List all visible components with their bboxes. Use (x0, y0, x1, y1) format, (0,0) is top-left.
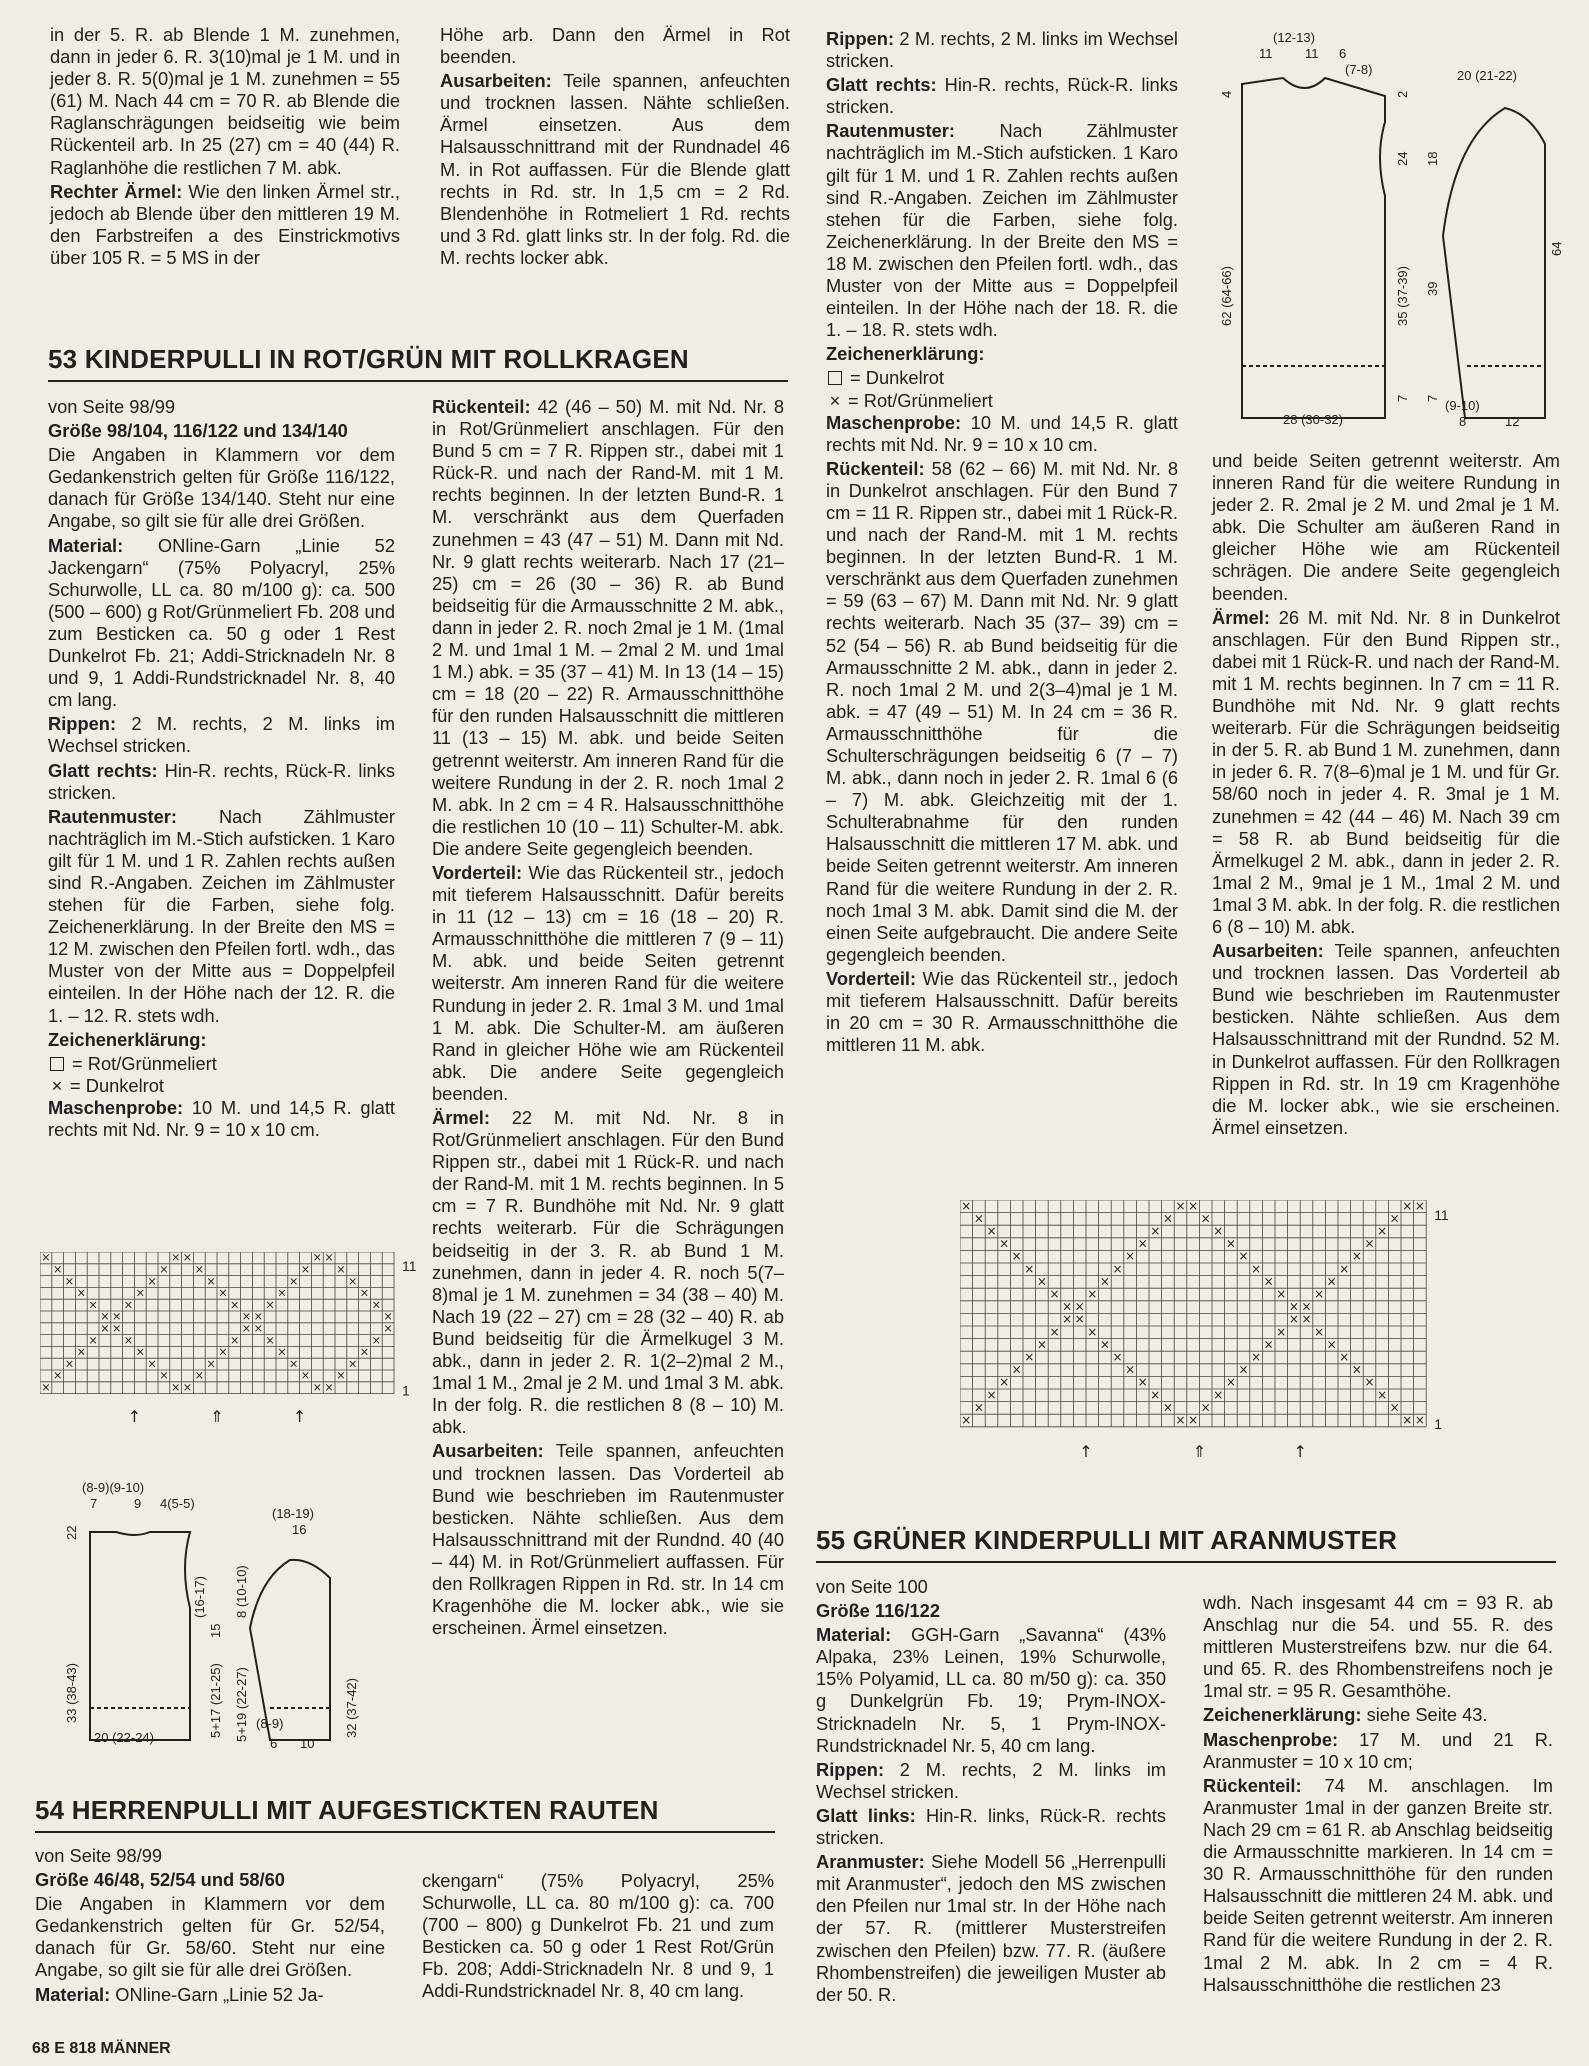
cross-symbol-icon: × (1314, 1324, 1325, 1339)
text-paragraph: Zeichenerklärung: (826, 343, 985, 365)
cross-symbol-icon: × (147, 1357, 157, 1371)
cross-symbol-icon: × (371, 1298, 381, 1312)
text-paragraph: Maschenprobe: 17 M. und 21 R. Aranmuster = 10 x 10 cm; (1203, 1728, 1553, 1772)
text-paragraph: Rippen: 2 M. rechts, 2 M. links im Wechsel stricken. (48, 713, 395, 757)
text-paragraph: Rippen: 2 M. rechts, 2 M. links im Wechsel stricken. (816, 1758, 1166, 1802)
section-54-column-2 (422, 1870, 774, 2005)
cross-symbol-icon: × (1112, 1261, 1123, 1276)
text-paragraph: Rückenteil: 74 M. anschlagen. Im Aranmuster 1mal in der ganzen Breite str. Nach 29 cm = 61 R. ab Anschlag beidseitig die Armausschnitte markieren. In 14 cm = 30 R. Armausschnitthöhe für den runden Halsausschnitt die mittleren 24 M. abk. und beide Seiten getrennt weiterstr. Am inneren Rand für die weitere Rundung in der 2. R. 1mal 2 M. abk. In 2 cm = 4 R. Halsausschnitthöhe die restlichen 23 (1203, 1774, 1553, 1995)
cross-symbol-icon: × (1263, 1337, 1274, 1352)
cross-symbol-icon: × (359, 1345, 370, 1359)
text-paragraph: Vorderteil: Wie das Rückenteil str., jedoch mit tieferem Halsausschnitt. Dafür bereits in 20 cm = 30 R. Armausschnitthöhe die mittleren 11 M. abk. (826, 967, 1178, 1056)
cross-symbol-icon: × (76, 1286, 86, 1300)
cross-symbol-icon: × (135, 1345, 145, 1359)
cross-symbol-icon: × (1389, 1400, 1400, 1415)
text-paragraph: Zeichenerklärung: siehe Seite 43. (1203, 1704, 1488, 1726)
text-paragraph: Material: ONline-Garn „Linie 52 Jackengarn“ (75% Polyacryl, 25% Schurwolle, LL ca. 80 m/100 g): ca. 500 (500 – 600) g Rot/Grünmeliert Fb. 208 und zum Besticken ca. 50 g oder 1 Rest Dunkelrot Fb. 21; Addi-Stricknadeln Nr. 8 und 9, 1 Addi-Rundstricknadel Nr. 8, 40 cm lang. (48, 534, 395, 711)
cross-symbol-icon: × (383, 1310, 393, 1324)
dim-label: 10 (300, 1736, 315, 1748)
cross-symbol-icon: × (277, 1286, 287, 1300)
dim-label: 2 (1395, 90, 1410, 98)
cross-symbol-icon: × (1339, 1350, 1350, 1365)
top-column-1 (50, 24, 400, 271)
top-column-2 (440, 24, 790, 271)
text-paragraph: Größe 98/104, 116/122 und 134/140 (48, 420, 348, 442)
cross-symbol-icon: × (371, 1333, 381, 1347)
cross-symbol-icon: × (1087, 1324, 1098, 1339)
cross-symbol-icon: × (206, 1357, 216, 1371)
cross-symbol-icon: × (999, 1375, 1010, 1390)
section-54-column-3 (826, 28, 1178, 1058)
text-paragraph: Material: ONline-Garn „Linie 52 Ja- (35, 1983, 324, 2005)
cross-symbol-icon: × (986, 1224, 997, 1239)
cross-symbol-icon: × (1125, 1362, 1136, 1377)
cross-symbol-icon: × (1150, 1387, 1161, 1402)
cross-symbol-icon: × (1263, 1274, 1274, 1289)
cross-symbol-icon: × (1377, 1224, 1388, 1239)
cross-symbol-icon: × (123, 1333, 134, 1347)
dim-label: (7-8) (1345, 62, 1373, 77)
cross-symbol-icon: × (1112, 1350, 1123, 1365)
text-paragraph: Ärmel: 22 M. mit Nd. Nr. 8 in Rot/Grünmeliert anschlagen. Für den Bund Rippen str., dabei mit 1 Rück-R. und nach der Rand-M. mit 1 M. rechts beginnen. In 5 cm = 7 R. Bundhöhe mit Nd. Nr. 9 glatt rechts weiterarb. Für die Schrägungen beidseitig in der 3. R. ab Bund 1 M. zunehmen, dann in jeder 4. R. noch 5(7–8)mal je 1 M. zunehmen = 34 (38 – 40) M. Nach 19 (22 – 27) cm = 28 (32 – 40) R. ab Bund beidseitig für die Ärmelkugel 3 M. abk., dann in jeder 2. R. 1(2–2)mal 2 M., 1mal 1 M., 2mal je 2 M. und 1mal 3 M. abk. In der folg. R. die restlichen 8 (8 – 10) M. abk. (432, 1107, 784, 1438)
text-paragraph: Rückenteil: 42 (46 – 50) M. mit Nd. Nr. 8 in Rot/Grünmeliert anschlagen. Für den Bund 5 cm = 7 R. Rippen str., dabei mit 1 Rück-R. und nach der Rand-M. mit 1 M. rechts beginnen. In der letzten Bund-R. 1 M. verschränkt aus dem Querfaden zunehmen = 43 (47 – 51) M. Dann mit Nd. Nr. 9 glatt rechts weiterarb. Nach 17 (21– 25) cm = 26 (30 – 36) R. ab Bund beidseitig für die Armausschnitte 2 M. abk., dann in jeder 2. R. noch 2mal je 1 M. (1mal 2 M. und 1mal 1 M. – 2mal 2 M. und 1mal 1 M.) abk. = 35 (37 – 41) M. In 13 (14 – 15) cm = 18 (20 – 22) R. Armausschnitthöhe für den runden Halsausschnitt die mittleren 11 (13 – 15) M. abk. und beide Seiten getrennt weiterstr. Am inneren Rand für die weitere Rundung in der 2. R. noch 1mal 2 M. abk. In 2 cm = 4 R. Halsausschnitthöhe die restlichen 10 (10 – 11) Schulter-M. abk. Die andere Seite gegengleich beenden. (432, 396, 784, 859)
cross-symbol-icon: × (88, 1298, 98, 1312)
text-paragraph: ckengarn“ (75% Polyacryl, 25% Schurwolle, LL ca. 80 m/100 g): ca. 700 (700 – 800) g Dunkelrot Fb. 21 und zum Besticken ca. 50 g oder 1 Rest Rot/Grün Fb. 208; Addi-Stricknadeln Nr. 8 und 9, 1 Addi-Rundstricknadel Nr. 8, 40 cm lang. (422, 1870, 774, 2002)
dim-label: 9 (134, 1496, 142, 1511)
cross-symbol-icon: × (1175, 1200, 1186, 1213)
cross-symbol-icon: × (123, 1298, 134, 1312)
square-symbol-icon (828, 371, 842, 385)
cross-symbol-icon: × (100, 1322, 110, 1336)
text-paragraph: Maschenprobe: 10 M. und 14,5 R. glatt rechts mit Nd. Nr. 9 = 10 x 10 cm. (826, 411, 1178, 455)
cross-symbol-icon: × (1225, 1375, 1236, 1390)
cross-symbol-icon: × (289, 1274, 299, 1288)
cross-symbol-icon: × (1200, 1211, 1211, 1226)
dim-label: 62 (64-66) (1219, 266, 1234, 326)
cross-symbol-icon: × (999, 1236, 1010, 1251)
double-arrow-icon: ⇑ (210, 1406, 224, 1426)
dim-label: 5+17 (21-25) (208, 1663, 223, 1738)
dim-label: 11 (1259, 46, 1273, 61)
dim-label: (12-13) (1273, 30, 1315, 45)
cross-symbol-icon: × (1137, 1236, 1148, 1251)
cross-symbol-icon: × (41, 1252, 51, 1265)
cross-symbol-icon: × (241, 1322, 252, 1336)
cross-symbol-icon: × (1364, 1236, 1375, 1251)
cross-symbol-icon: × (112, 1310, 122, 1324)
cross-symbol-icon: × (312, 1252, 322, 1265)
section-53-column-1 (48, 396, 395, 1143)
dim-label: 11 (1305, 46, 1319, 61)
cross-symbol-icon: × (1024, 1261, 1035, 1276)
cross-symbol-icon: × (1062, 1299, 1073, 1314)
dim-label: 64 (1549, 241, 1564, 256)
section-53-heading: 53 KINDERPULLI IN ROT/GRÜN MIT ROLLKRAGEN (48, 344, 689, 374)
text-paragraph: Ärmel: 26 M. mit Nd. Nr. 8 in Dunkelrot anschlagen. Für den Bund Rippen str., dabei mit 1 Rück-R. und nach der Rand-M. mit 1 M. rechts beginnen. In 7 cm = 11 R. Bundhöhe mit Nd. Nr. 9 glatt rechts weiterarb. Für die Schrägungen beidseitig in der 5. R. ab Bund 1 M. zunehmen, dann in jeder 6. R. 7(8–6)mal je 1 M. und für Gr. 58/60 noch in jeder 4. R. 3mal je 1 M. zunehmen = 42 (44 – 46) M. Nach 39 cm = 58 R. ab Bund beidseitig für die Ärmelkugel 2 M. abk., dann in jeder 2. R. 1mal 2 M., 9mal je 1 M., 1mal 2 M. und 1mal 3 M. abk. In der folg. R. die restlichen 6 (8 – 10) M. abk. (1212, 606, 1560, 937)
cross-symbol-icon: × (100, 1310, 110, 1324)
section-54-heading: 54 HERRENPULLI MIT AUFGESTICKTEN RAUTEN (35, 1795, 659, 1825)
cross-symbol-icon: × (1049, 1324, 1060, 1339)
text-paragraph: Zeichenerklärung: (48, 1028, 207, 1050)
cross-symbol-icon: × (1288, 1299, 1299, 1314)
cross-symbol-icon: × (76, 1345, 86, 1359)
cross-symbol-icon: × (1339, 1261, 1350, 1276)
cross-symbol-icon: × (159, 1369, 169, 1383)
text-paragraph: Glatt links: Hin-R. links, Rück-R. rechts stricken. (816, 1804, 1167, 1849)
cross-symbol-icon: × (1389, 1211, 1400, 1226)
cross-symbol-icon: × (265, 1298, 275, 1312)
cross-symbol-icon: × (1251, 1261, 1262, 1276)
row-label: 11 (1434, 1207, 1449, 1224)
dim-label: 16 (292, 1522, 307, 1537)
cross-symbol-icon: × (1238, 1249, 1249, 1264)
text-paragraph: Ausarbeiten: Teile spannen, anfeuchten und trocknen lassen. Das Vorderteil ab Bund wie beschrieben im Rautenmuster besticken. Nähte schließen. Aus dem Halsausschnittrand mit der Rundnd. 40 (40 – 44) M. in Rot/Grünmeliert auffassen. Für den Rollkragen Rippen in Rd. str. In 14 cm Kragenhöhe die M. locker abk., wie sie erscheinen. Ärmel einsetzen. (432, 1440, 784, 1639)
cross-symbol-icon: × (829, 389, 841, 411)
cross-symbol-icon: × (1301, 1299, 1312, 1314)
cross-symbol-icon: × (1024, 1350, 1035, 1365)
cross-symbol-icon: × (336, 1369, 346, 1383)
cross-symbol-icon: × (1364, 1375, 1375, 1390)
cross-symbol-icon: × (182, 1381, 193, 1395)
cross-symbol-icon: × (1213, 1224, 1224, 1239)
cross-symbol-icon: × (1351, 1249, 1362, 1264)
cross-symbol-icon: × (1036, 1337, 1047, 1352)
cross-symbol-icon: × (1301, 1312, 1312, 1327)
cross-symbol-icon: × (1377, 1387, 1388, 1402)
cross-symbol-icon: × (147, 1274, 157, 1288)
dim-label: 4(5-5) (160, 1496, 195, 1511)
cross-symbol-icon: × (961, 1200, 972, 1213)
cross-symbol-icon: × (348, 1357, 358, 1371)
cross-symbol-icon: × (1175, 1413, 1186, 1428)
text-paragraph: Material: GGH-Garn „Savanna“ (43% Alpaka, 23% Leinen, 19% Schurwolle, 15% Polyamid, LL ca. 80 m/50 g): ca. 350 g Dunkelgrün Fb. 19; Prym-INOX-Stricknadeln Nr. 5, 1 Prym-INOX-Rundstricknadel Nr. 5, 40 cm lang. (816, 1624, 1166, 1756)
dim-label: 7 (1425, 394, 1440, 402)
cross-symbol-icon: × (289, 1357, 299, 1371)
cross-symbol-icon: × (1162, 1400, 1173, 1415)
cross-symbol-icon: × (194, 1263, 204, 1277)
cross-symbol-icon: × (135, 1286, 145, 1300)
cross-symbol-icon: × (1011, 1249, 1022, 1264)
cross-symbol-icon: × (1238, 1362, 1249, 1377)
section-55-rule (816, 1561, 1556, 1563)
cross-symbol-icon: × (1011, 1362, 1022, 1377)
text-paragraph: Rückenteil: 58 (62 – 66) M. mit Nd. Nr. 8 in Dunkelrot anschlagen. Für den Bund 7 cm = 11 R. Rippen str., dabei mit 1 Rück-R. und nach der Rand-M. mit 1 M. rechts beginnen. In der letzten Bund-R. 1 M. verschränkt aus dem Querfaden zunehmen = 59 (63 – 67) M. Dann mit Nd. Nr. 9 glatt rechts weiterarb. Nach 35 (37– 39) cm = 52 (54 – 56) R. ab Bund beidseitig für die Armausschnitte 2 M. abk., dann in jeder 2. R. noch 1mal 2 M. und 2(3–4)mal je 1 M. abk. = 47 (49 – 51) M. In 24 cm = 36 R. Armausschnitthöhe für die Schulterschrägungen beidseitig 6 (7 – 7) M. abk., dann noch in jeder 2. R. 1mal 6 (6 – 7) M. abk. Gleichzeitig mit der 1. Schulterabnahme für den runden Halsausschnitt die mittleren 17 M. abk. und beide Seiten getrennt weiterstr. Am inneren Rand für die weitere Rundung in der 2. R. noch 1mal 3 M. abk. Damit sind die M. der einen Seite aufgebraucht. Die andere Seite gegengleich beenden. (826, 457, 1178, 965)
cross-symbol-icon: × (324, 1381, 334, 1395)
cross-symbol-icon: × (1036, 1274, 1047, 1289)
dim-label: (18-19) (272, 1506, 314, 1521)
cross-symbol-icon: × (1125, 1249, 1136, 1264)
section-53-rule (48, 380, 788, 382)
dim-label: 32 (37-42) (344, 1678, 359, 1738)
legend-cross: × = Rot/Grünmeliert (826, 390, 1178, 412)
cross-symbol-icon: × (1074, 1299, 1085, 1314)
text-paragraph: in der 5. R. ab Blende 1 M. zunehmen, dann in jeder 6. R. 3(10)mal je 1 M. und in jeder 8. R. 5(0)mal je 1 M. zunehmen = 55 (61) M. Nach 44 cm = 70 R. ab Blende die Raglanschrägungen beidseitig wie beim Rückenteil arb. In 25 (27) cm = 40 (44) R. Raglanhöhe die restlichen 7 M. abk. (50, 24, 400, 178)
section-55-column-2 (1203, 1592, 1553, 1998)
dim-label: 5+19 (22-27) (234, 1667, 249, 1742)
cross-symbol-icon: × (336, 1263, 346, 1277)
cross-symbol-icon: × (1099, 1274, 1110, 1289)
arrow-up-icon: ↑ (127, 1406, 142, 1426)
dim-label: 33 (38-43) (64, 1663, 79, 1723)
square-symbol-icon (50, 1057, 64, 1071)
dim-label: (9-10) (1445, 398, 1480, 413)
legend-square: = Rot/Grünmeliert (48, 1053, 395, 1075)
cross-symbol-icon: × (1188, 1200, 1199, 1213)
dim-label: (16-17) (192, 1576, 207, 1618)
text-paragraph: Die Angaben in Klammern vor dem Gedankenstrich gelten für Größe 116/122, danach für Größe 134/140. Steht nur eine Angabe, so gilt sie für alle drei Größen. (48, 444, 395, 532)
text-paragraph: Größe 116/122 (816, 1600, 940, 1622)
cross-symbol-icon: × (1326, 1274, 1337, 1289)
cross-symbol-icon: × (383, 1322, 393, 1336)
cross-symbol-icon: × (324, 1252, 334, 1265)
cross-symbol-icon: × (64, 1357, 75, 1371)
cross-symbol-icon: × (348, 1274, 358, 1288)
dim-label: (8-9)(9-10) (82, 1480, 145, 1495)
text-paragraph: Die Angaben in Klammern vor dem Gedankenstrich gelten für Gr. 52/54, danach für Gr. 58/60. Steht nur eine Angabe, so gilt sie für alle drei Größen. (35, 1893, 385, 1981)
dim-label: 15 (208, 1623, 223, 1638)
cross-symbol-icon: × (41, 1381, 51, 1395)
text-paragraph: Rippen: 2 M. rechts, 2 M. links im Wechsel stricken. (826, 28, 1178, 72)
dim-label: 8 (10-10) (234, 1565, 249, 1618)
text-paragraph: Ausarbeiten: Teile spannen, anfeuchten und trocknen lassen. Nähte schließen. Ärmel einsetzen. Aus dem Halsausschnittrand mit der Rundnadel 46 M. in Rot auffassen. Für die Blende glatt rechts in Rd. str. In 1,5 cm = 2 Rd. Blendenhöhe in Rotmeliert 1 Rd. rechts und 3 Rd. glatt links str. In der folg. Rd. die M. rechts locker abk. (440, 70, 790, 268)
cross-symbol-icon: × (359, 1286, 370, 1300)
dim-label: 7 (1395, 394, 1410, 402)
section-53-schematic (60, 1478, 370, 1748)
cross-symbol-icon: × (64, 1274, 75, 1288)
cross-symbol-icon: × (300, 1263, 311, 1277)
cross-symbol-icon: × (253, 1310, 263, 1324)
section-54-column-4 (1212, 450, 1560, 1141)
section-55-column-1 (816, 1576, 1166, 2008)
dim-label: 20 (21-22) (1457, 68, 1517, 83)
cross-symbol-icon: × (1414, 1413, 1425, 1428)
cross-symbol-icon: × (1276, 1324, 1287, 1339)
text-paragraph: Höhe arb. Dann den Ärmel in Rot beenden. (440, 24, 790, 68)
cross-symbol-icon: × (218, 1286, 228, 1300)
cross-symbol-icon: × (1414, 1200, 1425, 1213)
text-paragraph: Aranmuster: Siehe Modell 56 „Herrenpulli mit Aranmuster“, jedoch den MS zwischen den Pfeilen nur 1mal str. In der Höhe nach der 57. R. (mittlerer Musterstreifen zwischen den Pfeilen) bzw. 77. R. (äußere Rhombenstreifen) die jeweiligen Muster ab der 50. R. (816, 1851, 1166, 2005)
dim-label: 35 (37-39) (1395, 266, 1410, 326)
legend-square: = Dunkelrot (826, 367, 1178, 389)
cross-symbol-icon: × (277, 1345, 287, 1359)
cross-symbol-icon: × (230, 1333, 240, 1347)
dim-label: 12 (1505, 414, 1520, 429)
text-paragraph: von Seite 98/99 (35, 1845, 163, 1866)
dim-label: 39 (1425, 281, 1440, 296)
dim-label: 8 (1459, 414, 1467, 429)
cross-symbol-icon: × (1137, 1375, 1148, 1390)
cross-symbol-icon: × (1326, 1337, 1337, 1352)
cross-symbol-icon: × (1200, 1400, 1211, 1415)
cross-symbol-icon: × (1402, 1413, 1413, 1428)
cross-symbol-icon: × (973, 1211, 984, 1226)
text-paragraph: Größe 46/48, 52/54 und 58/60 (35, 1869, 285, 1891)
section-54-schematic (1205, 26, 1575, 436)
dim-label: 22 (64, 1525, 79, 1540)
text-paragraph: Rautenmuster: Nach Zählmuster nachträglich im M.-Stich aufsticken. 1 Karo gilt für 1 M. und 1 R. Zahlen rechts außen sind R.-Angaben. Zeichen im Zählmuster stehen für die Farben, siehe folg. Zeichenerklärung. In der Breite den MS = 18 M. zwischen den Pfeilen fortl. wdh., das Muster von der Mitte aus = Doppelpfeil einteilen. In der Höhe nach der 18. R. die 1. – 18. R. stets wdh. (826, 120, 1178, 341)
text-paragraph: von Seite 98/99 (48, 396, 176, 417)
legend-cross: × = Dunkelrot (48, 1075, 395, 1097)
cross-symbol-icon: × (1276, 1287, 1287, 1302)
cross-symbol-icon: × (961, 1413, 972, 1428)
cross-symbol-icon: × (1087, 1287, 1098, 1302)
cross-symbol-icon: × (1225, 1236, 1236, 1251)
text-paragraph: von Seite 100 (816, 1576, 928, 1597)
dim-label: 24 (1395, 151, 1410, 166)
dim-label: 18 (1425, 151, 1440, 166)
cross-symbol-icon: × (253, 1322, 263, 1336)
cross-symbol-icon: × (1351, 1362, 1362, 1377)
cross-symbol-icon: × (53, 1369, 63, 1383)
cross-symbol-icon: × (986, 1387, 997, 1402)
cross-symbol-icon: × (1099, 1337, 1110, 1352)
text-paragraph: Glatt rechts: Hin-R. rechts, Rück-R. links stricken. (826, 74, 1178, 118)
text-paragraph: Ausarbeiten: Teile spannen, anfeuchten und trocknen lassen. Das Vorderteil ab Bund wie beschrieben im Rautenmuster besticken. Nähte schließen. Aus dem Halsausschnittrand mit der Rundnd. 52 M. in Dunkelrot auffassen. Für den Rollkragen Rippen in Rd. str. In 19 cm Kragenhöhe die M. locker abk., wie sie erscheinen. Ärmel einsetzen. (1212, 940, 1560, 1138)
text-paragraph: Maschenprobe: 10 M. und 14,5 R. glatt rechts mit Nd. Nr. 9 = 10 x 10 cm. (48, 1096, 395, 1140)
cross-symbol-icon: × (182, 1252, 193, 1265)
cross-symbol-icon: × (1162, 1211, 1173, 1226)
page-footer: 68 E 818 MÄNNER (32, 2040, 171, 2057)
cross-symbol-icon: × (265, 1333, 275, 1347)
dim-label: 6 (1339, 46, 1347, 61)
cross-symbol-icon: × (1314, 1287, 1325, 1302)
cross-symbol-icon: × (241, 1310, 252, 1324)
text-paragraph: Vorderteil: Wie das Rückenteil str., jedoch mit tieferem Halsausschnitt. Dafür bereits in 11 (12 – 13) cm = 16 (18 – 20) R. Armausschnitthöhe die mittleren 7 (9 – 11) M. abk. und beide Seiten getrennt weiterstr. Am inneren Rand für die weitere Rundung in jeder 2. R. 1mal 3 M. und 1mal 1 M. abk. Die Schulter-M. am äußeren Rand in gleicher Höhe wie am Rückenteil abk. Die andere Seite gegengleich beenden. (432, 861, 784, 1104)
section-54-column-1 (35, 1845, 385, 2008)
cross-symbol-icon: × (973, 1400, 984, 1415)
cross-symbol-icon: × (300, 1369, 311, 1383)
dim-label: 6 (270, 1736, 278, 1748)
text-paragraph: und beide Seiten getrennt weiterstr. Am inneren Rand für die weitere Rundung in jeder 2. R. 2mal je 2 M. und 2mal je 1 M. abk. Die Schulter am äußeren Rand in gleicher Höhe wie am Rückenteil schrägen. Die andere Seite gegengleich beenden. (1212, 450, 1560, 604)
cross-symbol-icon: × (1288, 1312, 1299, 1327)
cross-symbol-icon: × (1049, 1287, 1060, 1302)
text-paragraph: Rechter Ärmel: Wie den linken Ärmel str., jedoch ab Blende über den mittleren 19 M. den Farbstreifen a des Einstrickmotivs über 105 R. = 5 MS in der (50, 180, 400, 268)
section-54-rule (35, 1831, 775, 1833)
cross-symbol-icon: × (171, 1252, 181, 1265)
cross-symbol-icon: × (1402, 1200, 1413, 1213)
section-54-count-chart (960, 1200, 1480, 1480)
cross-symbol-icon: × (88, 1333, 98, 1347)
cross-symbol-icon: × (1188, 1413, 1199, 1428)
cross-symbol-icon: × (171, 1381, 181, 1395)
dim-label: 28 (30-32) (1283, 412, 1343, 427)
cross-symbol-icon: × (159, 1263, 169, 1277)
cross-symbol-icon: × (230, 1298, 240, 1312)
cross-symbol-icon: × (194, 1369, 204, 1383)
text-paragraph: Rautenmuster: Nach Zählmuster nachträglich im M.-Stich aufsticken. 1 Karo gilt für 1 M. und 1 R. Zahlen rechts außen sind R.-Angaben. Zeichen im Zählmuster stehen für die Farben, siehe folg. Zeichenerklärung. In der Breite den MS = 12 M. zwischen den Pfeilen fortl. wdh., das Muster von der Mitte aus = Doppelpfeil einteilen. In der Höhe nach der 12. R. die 1. – 12. R. stets wdh. (48, 805, 395, 1026)
section-53-column-2 (432, 396, 784, 1641)
section-53-count-chart (40, 1252, 420, 1452)
cross-symbol-icon: × (1251, 1350, 1262, 1365)
cross-symbol-icon: × (112, 1322, 122, 1336)
cross-symbol-icon: × (53, 1263, 63, 1277)
cross-symbol-icon: × (51, 1074, 63, 1096)
text-paragraph: Glatt rechts: Hin-R. rechts, Rück-R. links stricken. (48, 759, 395, 803)
text-paragraph: wdh. Nach insgesamt 44 cm = 93 R. ab Anschlag nur die 54. und 55. R. des mittleren Musterstreifens bzw. nur die 64. und 65. R. des Rhombenstreifens noch je 1mal str. = 95 R. Gesamthöhe. (1203, 1592, 1553, 1702)
cross-symbol-icon: × (1074, 1312, 1085, 1327)
dim-label: 7 (90, 1496, 98, 1511)
section-55-heading: 55 GRÜNER KINDERPULLI MIT ARANMUSTER (816, 1525, 1398, 1555)
cross-symbol-icon: × (312, 1381, 322, 1395)
cross-symbol-icon: × (1213, 1387, 1224, 1402)
cross-symbol-icon: × (1062, 1312, 1073, 1327)
arrow-up-icon: ↑ (292, 1406, 307, 1426)
dim-label: 4 (1219, 90, 1234, 98)
row-label: 11 (402, 1257, 417, 1274)
cross-symbol-icon: × (1150, 1224, 1161, 1239)
double-arrow-icon: ⇑ (1192, 1442, 1207, 1462)
dim-label: (8-9) (256, 1716, 284, 1731)
cross-symbol-icon: × (206, 1274, 216, 1288)
dim-label: 20 (22-24) (94, 1730, 154, 1745)
cross-symbol-icon: × (218, 1345, 228, 1359)
arrow-up-icon: ↑ (1079, 1442, 1093, 1462)
row-label: 1 (402, 1382, 410, 1399)
row-label: 1 (1434, 1415, 1442, 1432)
arrow-up-icon: ↑ (1293, 1442, 1307, 1462)
